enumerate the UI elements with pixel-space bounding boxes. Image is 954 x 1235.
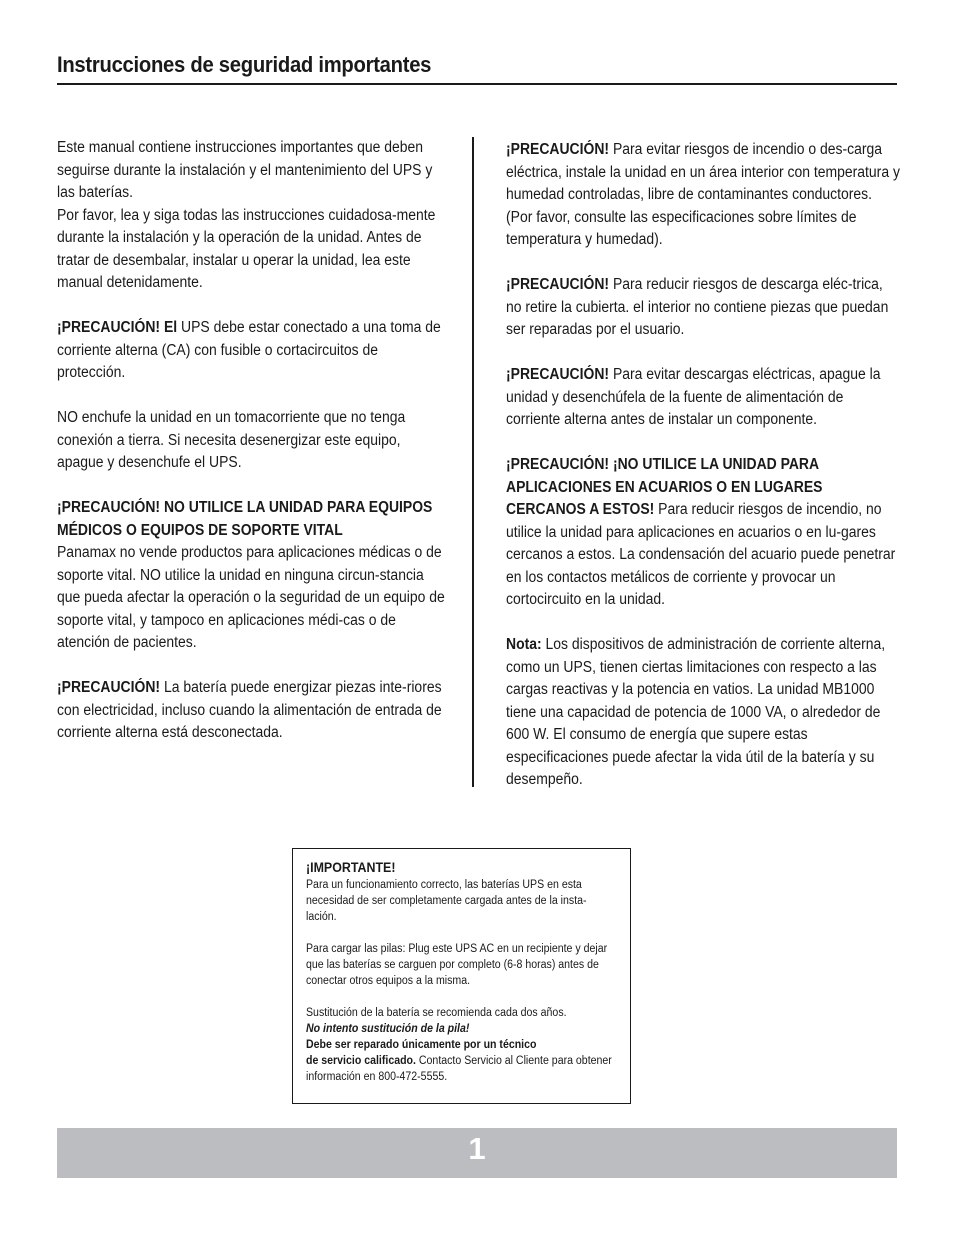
caution-paragraph-7: [506, 454, 901, 612]
left-column: [57, 137, 447, 767]
caution-paragraph-3: [57, 677, 447, 745]
intro-paragraph-1: Este manual contiene instrucciones importantes que deben seguirse durante la instalación y el mantenimiento del UPS y las baterías.: [57, 139, 433, 201]
notice-service-line-2: [306, 1053, 616, 1085]
notice-paragraph-2: Para cargar las pilas: Plug este UPS AC en un recipiente y dejar que las baterías se carguen por completo (6-8 horas) antes de conectar otros equipos a la misma.: [306, 943, 608, 987]
caution-text: Para evitar riesgos de incendio o des-carga eléctrica, instale la unidad en un área interior con temperatura y humedad controladas, libre de contaminantes conductores. (Por favor, consulte las especificaciones sobre límites de temperatura y humedad).: [506, 141, 900, 248]
intro-paragraph-2: Por favor, lea y siga todas las instrucciones cuidadosa-mente durante la instalación y la operación de la unidad. Antes de tratar de desembalar, instalar u operar la unidad, lea este manual detenidamente.: [57, 206, 436, 291]
notice-paragraph-1: Para un funcionamiento correcto, las baterías UPS en esta necesidad de ser completamente cargada antes de la insta-lación.: [306, 879, 587, 923]
note-paragraph: [506, 634, 901, 792]
ground-paragraph: NO enchufe la unidad en un tomacorriente que no tenga conexión a tierra. Si necesita desenergizar este equipo, apague y desenchufe el UPS.: [57, 409, 406, 471]
caution-paragraph-4: [506, 139, 901, 252]
note-label: Nota:: [506, 636, 542, 653]
caution-text: Panamax no vende productos para aplicaciones médicas o de soporte vital. NO utilice la unidad en ninguna circun-stancia que pueda afectar la operación o la seguridad de un equipo de soporte vital, y tampoco en aplicaciones médi-cas o de atención de pacientes.: [57, 544, 445, 651]
page-number: 1: [468, 1131, 486, 1166]
spacer: [306, 989, 618, 1005]
header-rule: [57, 83, 897, 85]
page-title: Instrucciones de seguridad importantes: [57, 52, 432, 77]
caution-label: ¡PRECAUCIÓN!: [506, 276, 610, 293]
notice-warning: No intento sustitución de la pila!: [306, 1023, 470, 1035]
caution-text: La batería puede energizar piezas inte-riores con electricidad, incluso cuando la alimentación de entrada de corriente alterna está desconectada.: [57, 679, 442, 741]
column-divider: [472, 137, 474, 787]
caution-paragraph-1: [57, 317, 447, 385]
caution-label: ¡PRECAUCIÓN!: [57, 679, 161, 696]
caution-label: ¡PRECAUCIÓN! ¡NO UTILICE LA UNIDAD PARA APLICACIONES EN ACUARIOS O EN LUGARES CERCANOS A ESTOS!: [506, 456, 823, 518]
notice-service-line-1: Debe ser reparado únicamente por un técnico: [306, 1039, 537, 1051]
caution-text: Para reducir riesgos de descarga eléc-trica, no retire la cubierta. el interior no contiene piezas que puedan ser reparadas por el usuario.: [506, 276, 889, 338]
caution-paragraph-2: [57, 497, 447, 655]
important-notice-box: [292, 848, 631, 1104]
spacer: [306, 925, 618, 941]
caution-paragraph-6: [506, 364, 901, 432]
caution-paragraph-5: [506, 274, 901, 342]
notice-heading: ¡IMPORTANTE!: [306, 860, 396, 875]
caution-text: Para reducir riesgos de incendio, no utilice la unidad para aplicaciones en acuarios o en lu-gares cercanos a estos. La condensación del acuario puede penetrar en los contactos metálicos de corriente y provocar un cortocircuito en la unidad.: [506, 501, 896, 608]
caution-text: Para evitar descargas eléctricas, apague la unidad y desenchúfela de la fuente de alimentación de corriente alterna antes de instalar un componente.: [506, 366, 881, 428]
caution-label: ¡PRECAUCIÓN!: [506, 141, 610, 158]
caution-text: UPS debe estar conectado a una toma de corriente alterna (CA) con fusible o cortacircuitos de protección.: [57, 319, 441, 381]
note-text: Los dispositivos de administración de corriente alterna, como un UPS, tienen ciertas limitaciones con respecto a las cargas reactivas y la potencia en vatios. La unidad MB1000 tiene una capacidad de potencia de 1000 VA, o alrededor de 600 W. El consumo de energía que supere estas especificaciones puede afectar la vida útil de la batería y su desempeño.: [506, 636, 886, 788]
notice-service-bold: de servicio calificado.: [306, 1055, 416, 1067]
notice-service-text: Contacto Servicio al Cliente para obtener información en 800-472-5555.: [306, 1055, 612, 1083]
right-column: [506, 139, 901, 814]
caution-label: ¡PRECAUCIÓN! NO UTILICE LA UNIDAD PARA EQUIPOS MÉDICOS O EQUIPOS DE SOPORTE VITAL: [57, 499, 433, 539]
caution-label: ¡PRECAUCIÓN!: [506, 366, 610, 383]
notice-paragraph-3: Sustitución de la batería se recomienda cada dos años.: [306, 1007, 567, 1019]
caution-label: ¡PRECAUCIÓN! El: [57, 319, 178, 336]
footer-bar: [57, 1128, 897, 1178]
